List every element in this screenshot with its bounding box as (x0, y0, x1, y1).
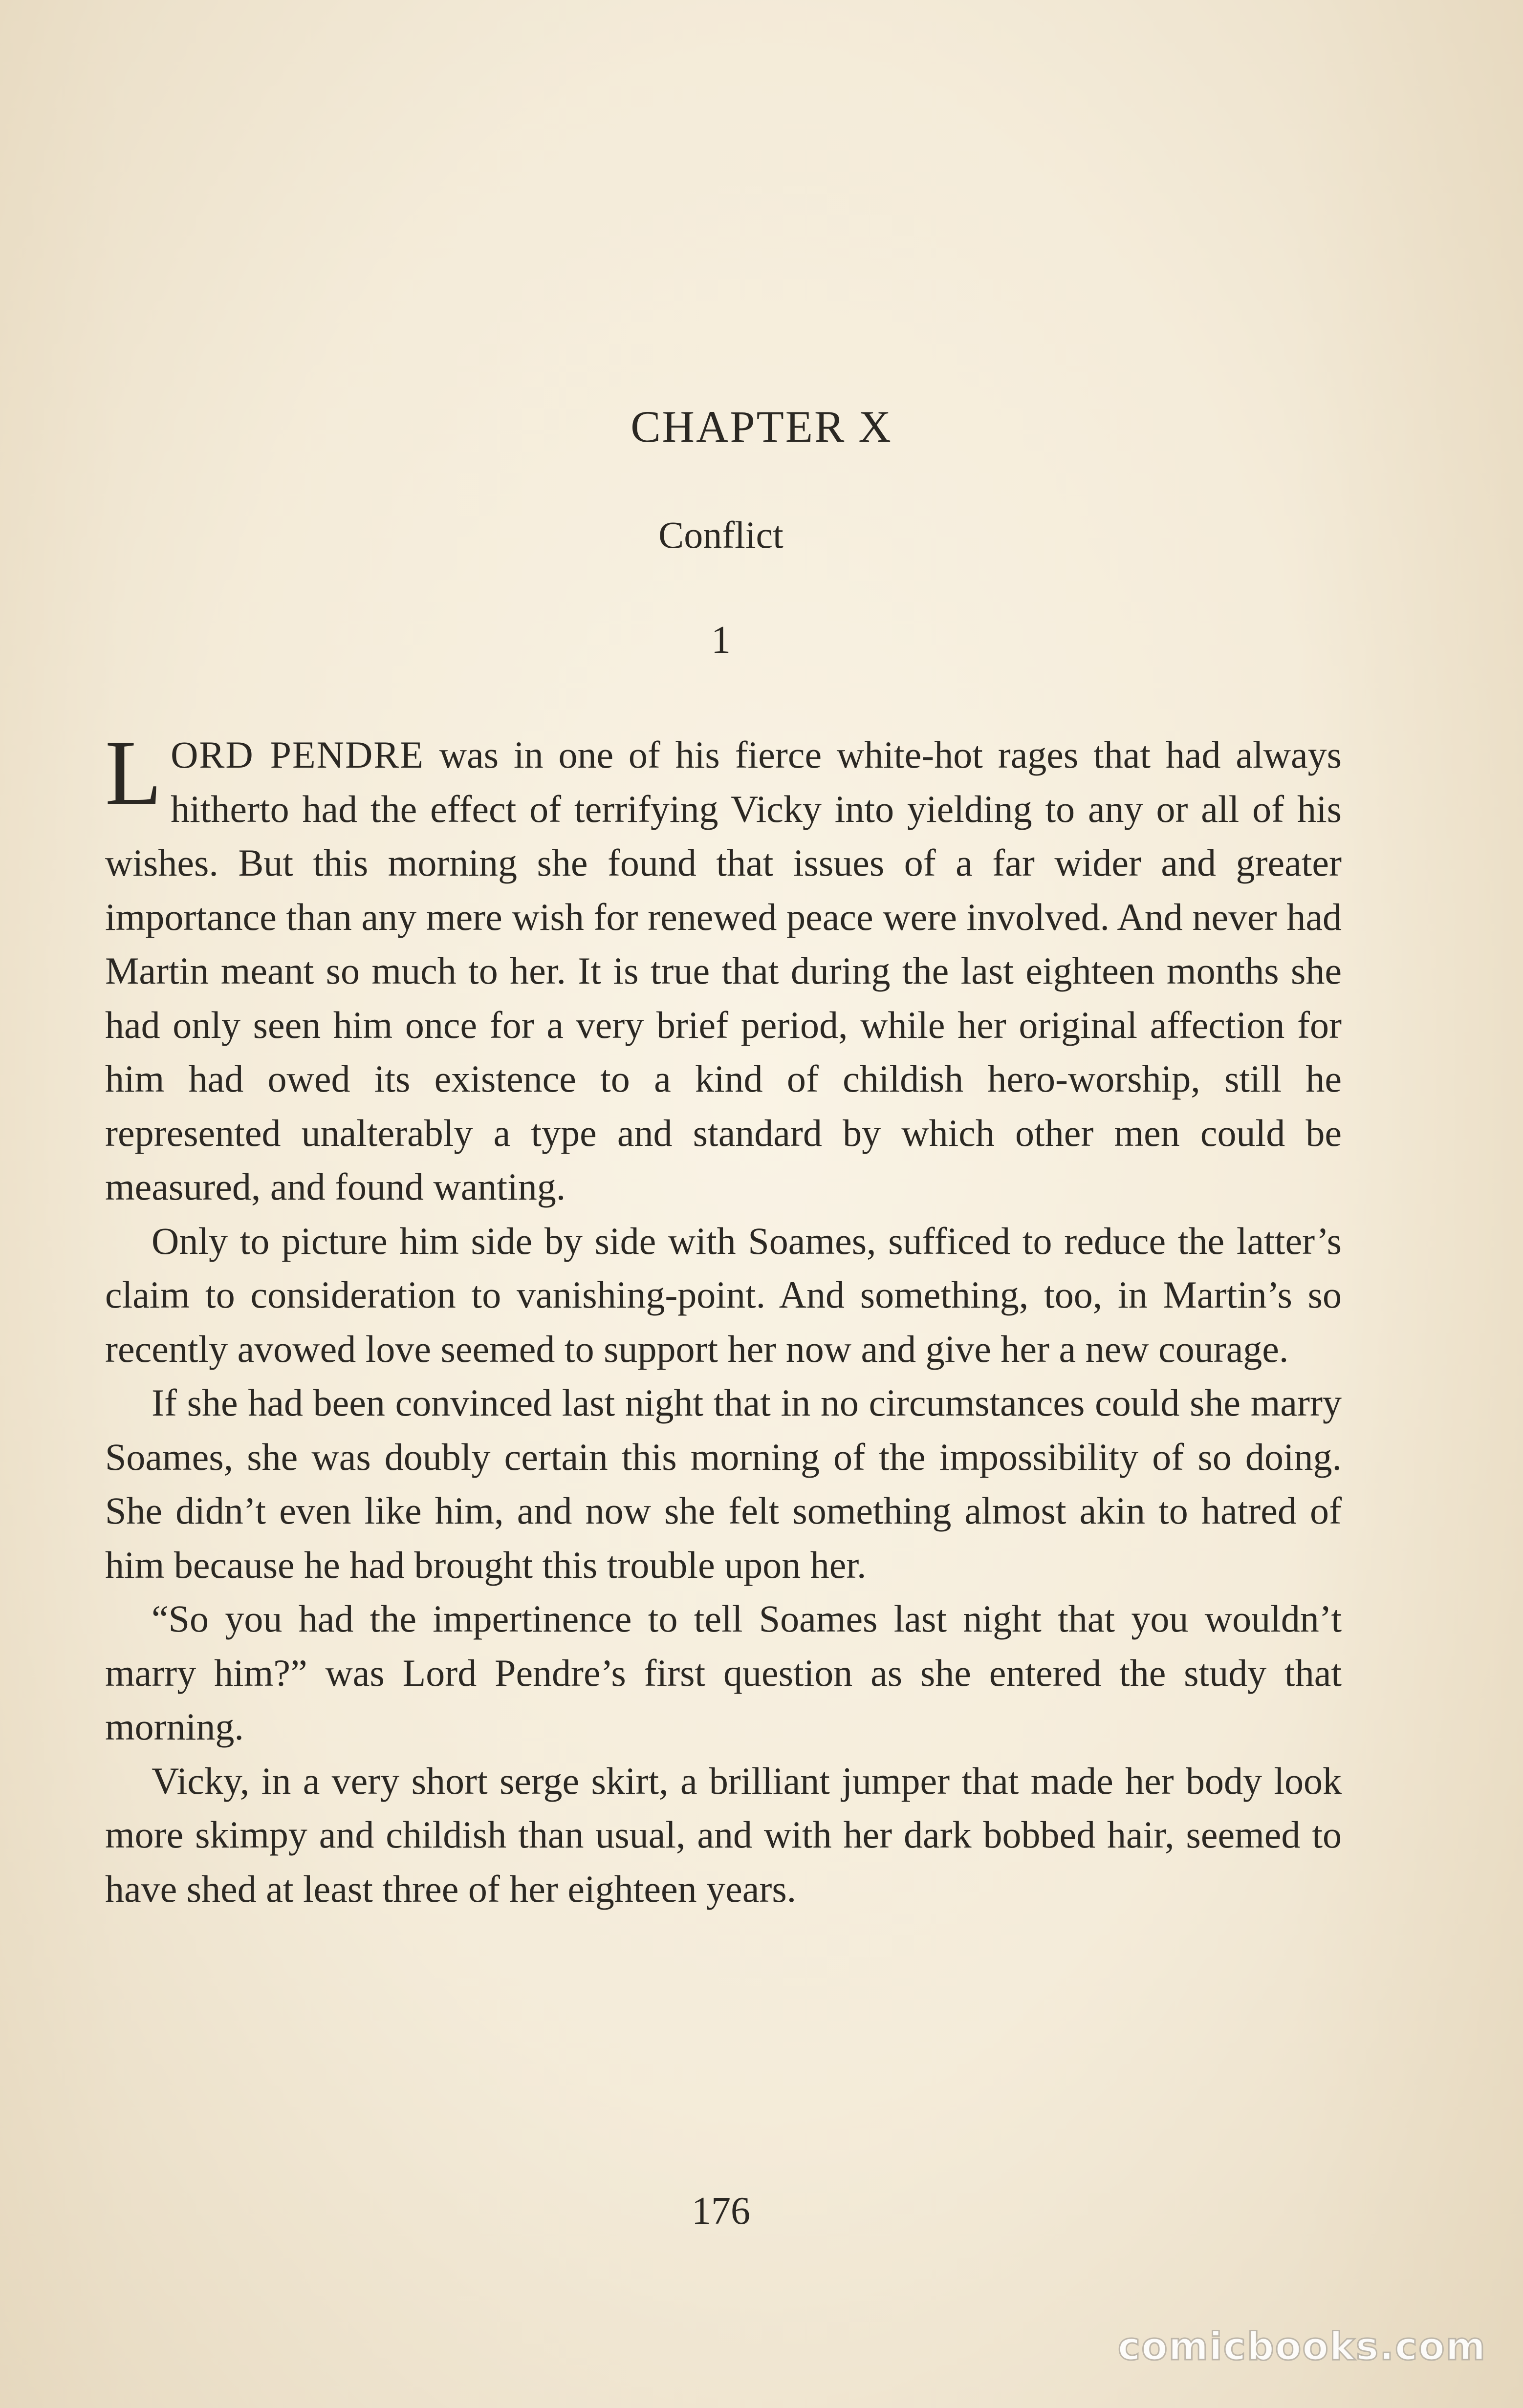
drop-cap: L (105, 722, 162, 824)
chapter-body (105, 722, 1342, 1916)
paragraph-1-text: was in one of his fierce white-hot rages that had always hitherto had the effect of terrifying Vicky into yielding to any or all of his wishes. But this morning she found that issues of a far wider and greater importance than any mere wish for renewed peace were involved. And never had Martin meant so much to her. It is true that during the last eighteen months she had only seen him once for a very brief period, while her original affection for him had owed its existence to a kind of childish hero-worship, still he represented unalterably a type and standard by which other men could be measured, and found wanting. (105, 733, 1342, 1208)
paragraph-2: Only to picture him side by side with Soames, sufficed to reduce the latter’s claim to consideration to vanishing-point. And something, too, in Martin’s so recently avowed love seemed to support her now and give her a new courage. (105, 1219, 1342, 1370)
paragraph-3: If she had been convinced last night that in no circumstances could she marry Soames, she was doubly certain this morning of the impossibility of so doing. She didn’t even like him, and now she felt something almost akin to hatred of him because he had brought this trouble upon her. (105, 1381, 1342, 1586)
watermark-logo: comicbooks.com (1117, 2325, 1486, 2369)
paragraph-1 (105, 722, 1342, 1214)
page-number: 176 (692, 2190, 750, 2233)
chapter-title: CHAPTER X (631, 402, 892, 452)
chapter-subtitle: Conflict (658, 514, 783, 556)
paragraph-lead: ORD PENDRE (171, 733, 424, 776)
section-number: 1 (711, 619, 731, 662)
paragraph-4: “So you had the impertinence to tell Soames last night that you wouldn’t marry him?” was Lord Pendre’s first question as she entered the study that morning. (105, 1597, 1342, 1748)
paragraph-5: Vicky, in a very short serge skirt, a brilliant jumper that made her body look more skimpy and childish than usual, and with her dark bobbed hair, seemed to have shed at least three of her eighteen years. (105, 1759, 1342, 1910)
